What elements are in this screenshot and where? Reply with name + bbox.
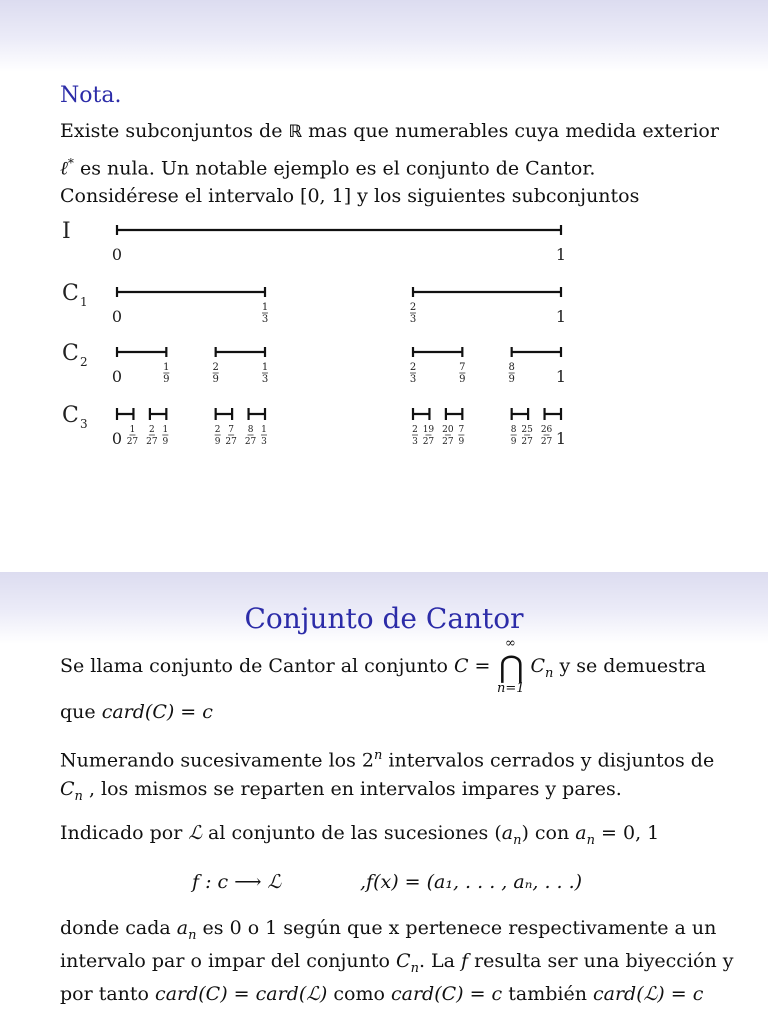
tick-label-numerator: 2 (409, 362, 417, 373)
definition-line-1: Se llama conjunto de Cantor al conjunto $C = C_n$ y se demuestra (60, 655, 706, 681)
tick-label-numerator: 19 (422, 425, 435, 435)
tick-label-denominator: 3 (409, 314, 417, 325)
tick-label-numerator: 2 (212, 362, 219, 373)
nota-line-3: Considérese el intervalo [0, 1] y los siguientes subconjuntos (60, 185, 640, 207)
script-L-symbol: ℒ (188, 822, 203, 844)
definition-line-2: que card(C) = c (60, 701, 213, 723)
tick-label-denominator: 3 (261, 314, 269, 325)
big-intersection-symbol: ⋂ (499, 650, 524, 685)
row-label: C (62, 403, 79, 428)
outer-measure-symbol: ℓ (60, 157, 68, 180)
paragraph-4-line-1: donde cada $a_n$ es 0 o 1 según que x pertenece respectivamente a un (60, 917, 717, 943)
tick-label-denominator: 27 (521, 437, 533, 447)
tick-label-denominator: 9 (162, 437, 169, 447)
tick-label-denominator: 9 (510, 437, 517, 447)
tick-label-numerator: 1 (129, 425, 136, 435)
paragraph-2-line-1: Numerando sucesivamente los 2$^n$ intervalos cerrados y disjuntos de (60, 748, 715, 772)
tick-label-numerator: 2 (214, 425, 221, 435)
paragraph-4-line-3: por tanto card(C) = card(ℒ) como card(C) = c también card(ℒ) = c (60, 983, 704, 1005)
tick-label-denominator: 27 (146, 437, 158, 447)
tick-label-numerator: 20 (442, 425, 454, 435)
nota-line-1: Existe subconjuntos de ℝ mas que numerables cuya medida exterior (60, 120, 719, 142)
tick-label-numerator: 25 (521, 425, 533, 435)
tick-label-denominator: 9 (508, 374, 515, 385)
tick-label: 0 (111, 429, 123, 448)
tick-label-numerator: 7 (228, 425, 234, 435)
paragraph-3: Indicado por ℒ al conjunto de las sucesiones $(a_n)$ con $a_n = 0$, 1 (60, 822, 660, 848)
tick-label: 1 (555, 307, 567, 326)
tick-label-denominator: 9 (163, 374, 170, 385)
tick-label-denominator: 3 (261, 374, 269, 385)
cantor-set-figure (0, 218, 768, 458)
row-label-subscript: 2 (80, 355, 88, 369)
tick-label-numerator: 8 (247, 425, 254, 435)
tick-label: 0 (111, 245, 123, 264)
tick-label: 0 (111, 367, 123, 386)
tick-label-denominator: 27 (422, 437, 435, 447)
cantor-figure-content (62, 219, 566, 448)
tick-label-denominator: 9 (214, 437, 221, 447)
tick-label-denominator: 27 (244, 437, 257, 447)
row-label: C (62, 341, 79, 366)
slide-header-band (0, 0, 768, 72)
tick-label: 0 (111, 307, 123, 326)
reals-symbol: ℝ (288, 122, 303, 142)
nota-heading: Nota. (60, 83, 122, 108)
tick-label-denominator: 3 (412, 437, 418, 447)
tick-label-denominator: 27 (126, 437, 139, 447)
tick-label-denominator: 3 (409, 374, 417, 385)
tick-label-denominator: 9 (212, 374, 219, 385)
formula-map: f : c ⟶ ℒ (192, 871, 282, 893)
row-label: I (62, 219, 71, 244)
paragraph-2-line-2: $C_n$ , los mismos se reparten en intervalos impares y pares. (60, 778, 622, 804)
tick-label-denominator: 3 (261, 437, 267, 447)
tick-label-numerator: 2 (149, 425, 155, 435)
row-label-subscript: 3 (80, 417, 88, 431)
tick-label-denominator: 27 (225, 437, 237, 447)
tick-label-numerator: 1 (261, 362, 269, 373)
tick-label-numerator: 1 (163, 362, 170, 373)
tick-label-numerator: 2 (409, 302, 417, 313)
row-label: C (62, 281, 79, 306)
tick-label-numerator: 8 (510, 425, 517, 435)
tick-label-denominator: 9 (459, 374, 466, 385)
tick-label-numerator: 7 (459, 362, 466, 373)
slide-title: Conjunto de Cantor (244, 602, 524, 635)
formula-definition: ,f(x) = (a₁, . . . , aₙ, . . .) (360, 871, 583, 893)
row-label-subscript: 1 (80, 295, 88, 309)
intersection-upper-limit: ∞ (505, 636, 516, 651)
tick-label-numerator: 7 (458, 425, 465, 435)
tick-label-numerator: 1 (261, 425, 267, 435)
paragraph-4-line-2: intervalo par o impar del conjunto $C_n$. La f resulta ser una biyección y (60, 950, 734, 976)
tick-label-numerator: 26 (540, 425, 553, 435)
tick-label-denominator: 27 (540, 437, 553, 447)
tick-label-denominator: 27 (442, 437, 454, 447)
intersection-lower-limit: n=1 (497, 681, 525, 696)
tick-label-numerator: 8 (508, 362, 515, 373)
slide-conjunto-cantor (0, 572, 768, 1024)
tick-label: 1 (555, 429, 567, 448)
tick-label-numerator: 1 (261, 302, 269, 313)
tick-label: 1 (555, 367, 567, 386)
tick-label-numerator: 1 (162, 425, 169, 435)
tick-label: 1 (555, 245, 567, 264)
nota-line-2: ℓ* es nula. Un notable ejemplo es el conjunto de Cantor. (60, 156, 596, 180)
tick-label-numerator: 2 (412, 425, 418, 435)
tick-label-denominator: 9 (458, 437, 465, 447)
